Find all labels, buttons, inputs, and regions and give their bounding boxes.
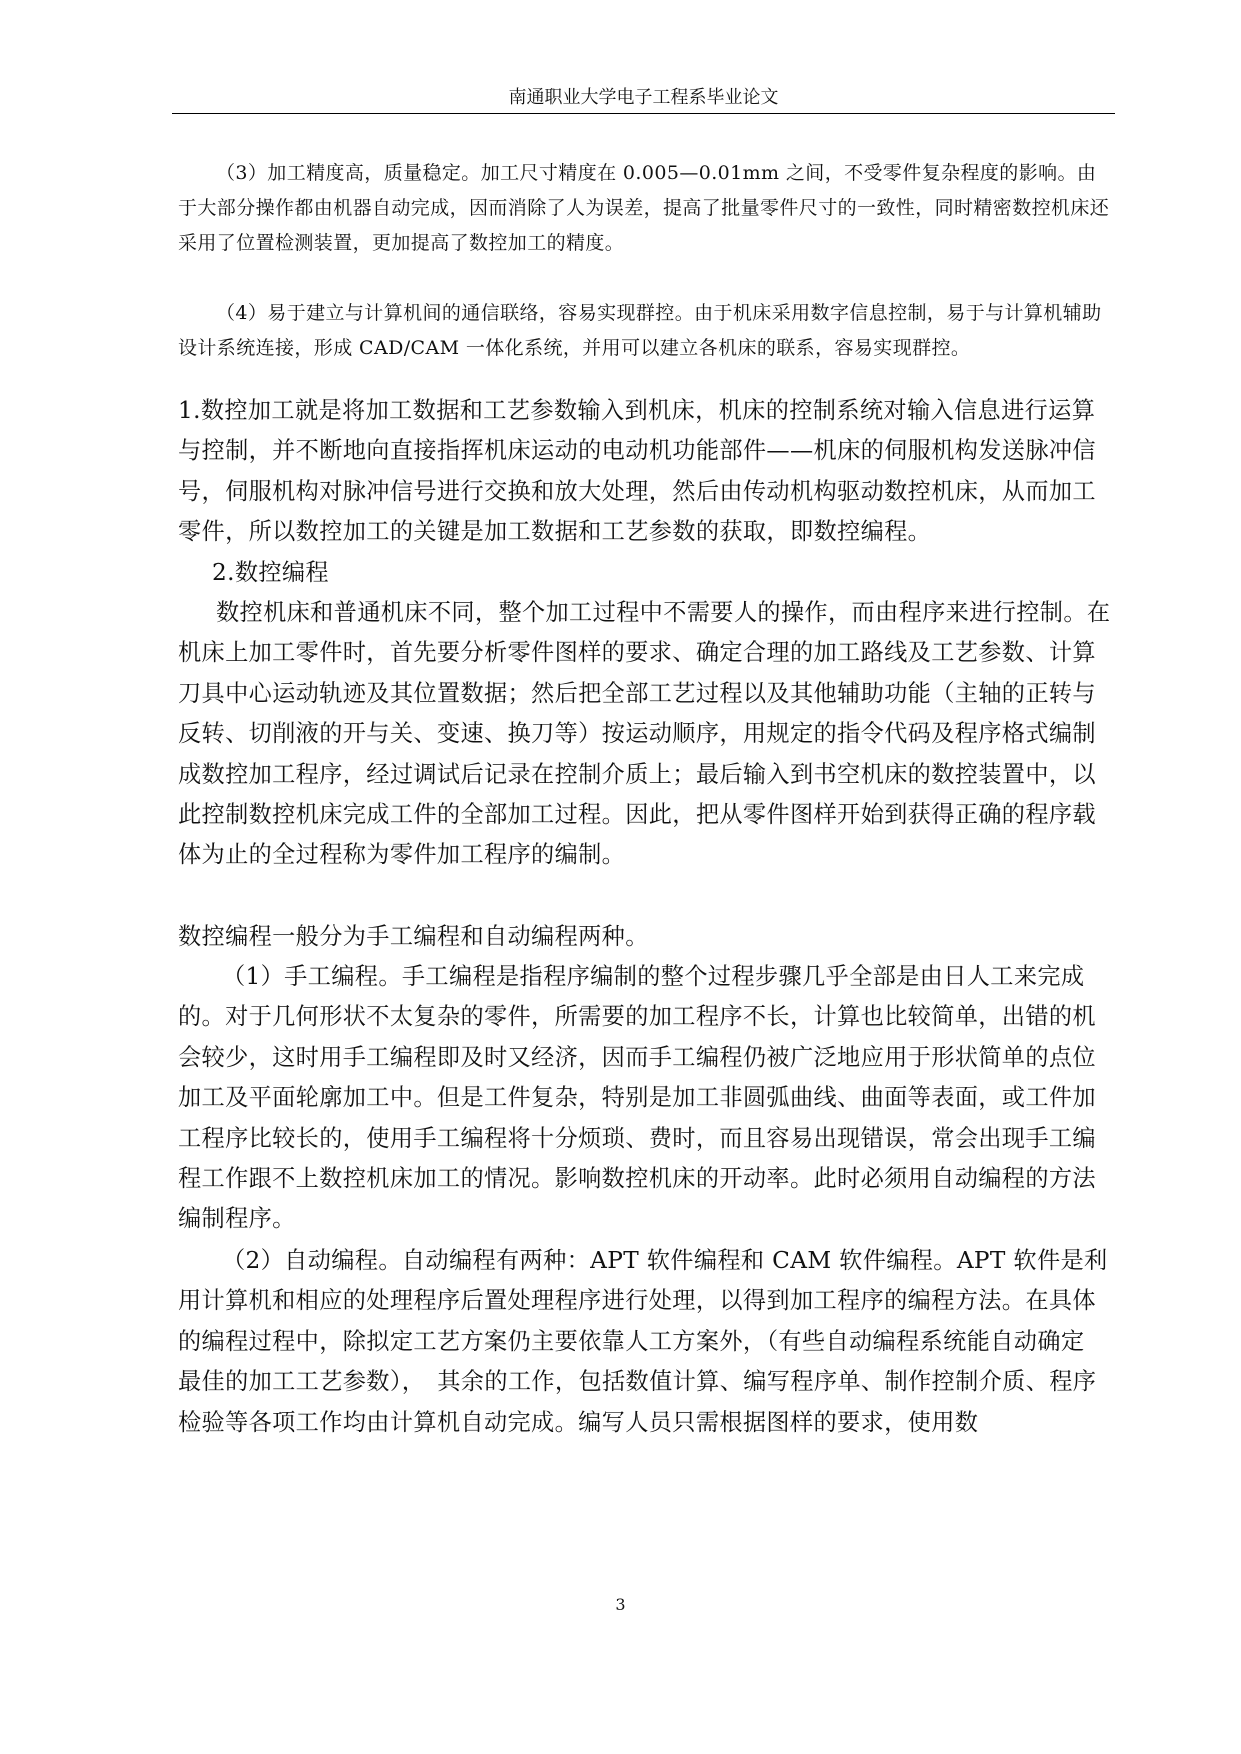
paragraph-manual-programming: （1）手工编程。手工编程是指程序编制的整个过程步骤几乎全部是由日人工来完成的。对于几何形状不太复杂的零件，所需要的加工程序不长，计算也比较简单，出错的机会较少，这时用手工编程即及时又经济，因而手工编程仍被广泛地应用于形状简单的点位加工及平面轮廓加工中。但是工件复杂，特别是加工非圆弧曲线、曲面等表面，或工件加工程序比较长的，使用手工编程将十分烦琐、费时，而且容易出现错误，常会出现手工编程工作跟不上数控机床加工的情况。影响数控机床的开动率。此时必须用自动编程的方法编制程序。 <box>178 963 1096 1233</box>
paragraph-nc-machining: 1.数控加工就是将加工数据和工艺参数输入到机床，机床的控制系统对输入信息进行运算与控制，并不断地向直接指挥机床运动的电动机功能部件——机床的伺服机构发送脉冲信号，伺服机构对脉冲信号进行交换和放大处理，然后由传动机构驱动数控机床，从而加工零件，所以数控加工的关键是加工数据和工艺参数的获取，即数控编程。 <box>178 397 1096 546</box>
paragraph-programming-overview: 数控机床和普通机床不同，整个加工过程中不需要人的操作，而由程序来进行控制。在机床上加工零件时，首先要分析零件图样的要求、确定合理的加工路线及工艺参数、计算刀具中心运动轨迹及其位置数据；然后把全部工艺过程以及其他辅助功能（主轴的正转与反转、切削液的开与关、变速、换刀等）按运动顺序，用规定的指令代码及程序格式编制成数控加工程序，经过调试后记录在控制介质上；最后输入到书空机床的数控装置中，以此控制数控机床完成工件的全部加工过程。因此，把从零件图样开始到获得正确的程序载体为止的全过程称为零件加工程序的编制。 <box>178 599 1111 869</box>
header-rule <box>172 113 1115 114</box>
section-heading-nc-programming: 2.数控编程 <box>212 559 329 586</box>
page-header: 南通职业大学电子工程系毕业论文 <box>508 87 779 108</box>
paragraph-precision: （3）加工精度高，质量稳定。加工尺寸精度在 0.005—0.01mm 之间，不受零件复杂程度的影响。由于大部分操作都由机器自动完成，因而消除了人为误差，提高了批量零件尺寸的一致性，同时精密数控机床还采用了位置检测装置，更加提高了数控加工的精度。 <box>178 162 1110 254</box>
paragraph-programming-types: 数控编程一般分为手工编程和自动编程两种。 <box>178 923 649 950</box>
paragraph-networking: （4）易于建立与计算机间的通信联络，容易实现群控。由于机床采用数字信息控制，易于与计算机辅助设计系统连接，形成 CAD/CAM 一体化系统，并用可以建立各机床的联系，容易实现群控。 <box>178 302 1102 359</box>
paragraph-automatic-programming: （2）自动编程。自动编程有两种：APT 软件编程和 CAM 软件编程。APT 软件是利用计算机和相应的处理程序后置处理程序进行处理，以得到加工程序的编程方法。在具体的编程过程中，除拟定工艺方案仍主要依靠人工方案外，（有些自动编程系统能自动确定 最佳的加工工艺参数）， 其余的工作，包括数值计算、编写程序单、制作控制介质、程序检验等各项工作均由计算机自动完成。编写人员只需根据图样的要求，使用数 <box>178 1247 1108 1436</box>
page-number: 3 <box>615 1595 626 1614</box>
